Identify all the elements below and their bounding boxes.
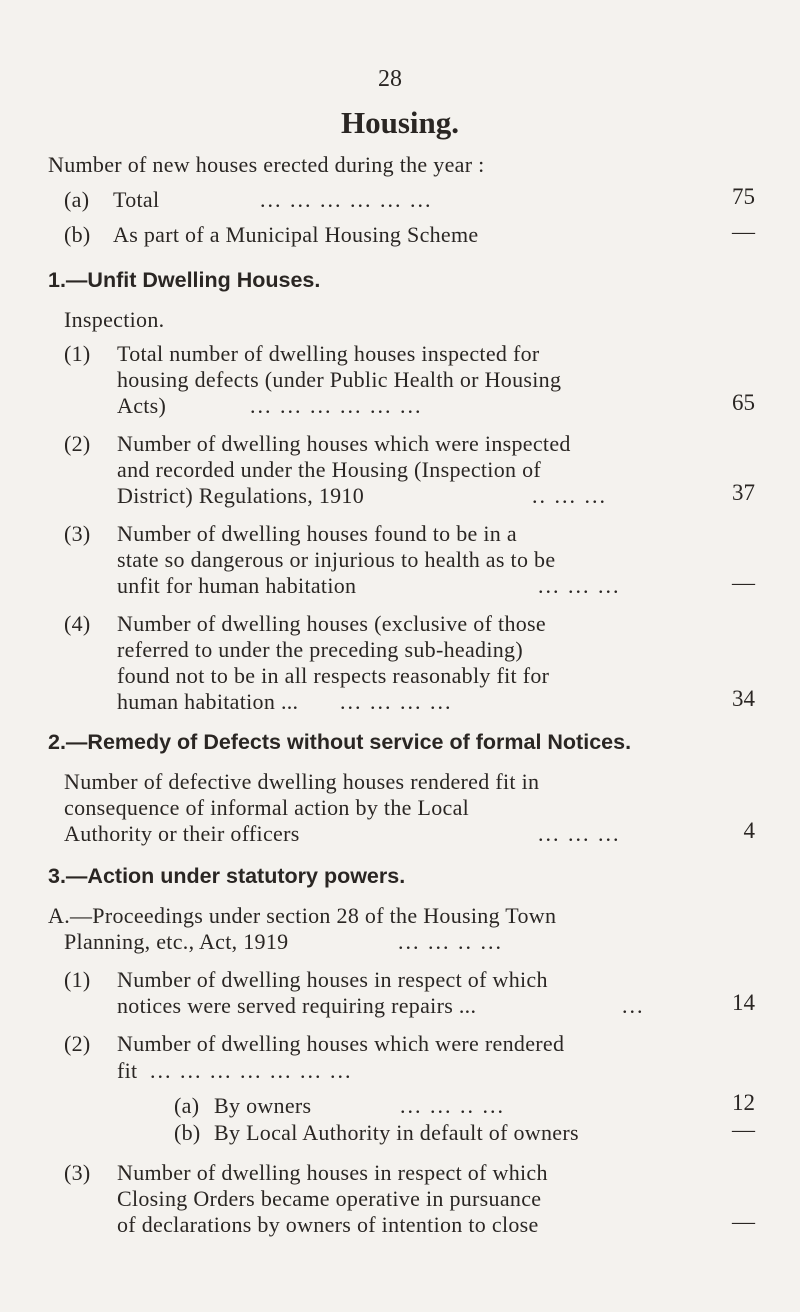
section3-item3-label: (3) <box>64 1160 91 1185</box>
section1-item3-value: — <box>732 570 755 595</box>
section3-item2-line1: Number of dwelling houses which were rendered <box>117 1031 565 1056</box>
section3-item1-line1: Number of dwelling houses in respect of which <box>117 967 548 992</box>
section3-item3-value: — <box>732 1209 755 1234</box>
intro-item-a-leader: ... ... ... ... ... ... <box>260 187 433 212</box>
section3-item2-sub-a-leader: ... ... .. ... <box>400 1093 505 1118</box>
section1-item4-leader: ... ... ... ... <box>340 689 453 714</box>
section3-item1-line2: notices were served requiring repairs ... <box>117 993 477 1018</box>
section1-item1-leader: ... ... ... ... ... ... <box>250 393 423 418</box>
section1-item3-leader: ... ... ... <box>538 573 621 598</box>
section2-line1: Number of defective dwelling houses rendered fit in <box>64 769 540 794</box>
section3-item2-sub-a-value: 12 <box>732 1090 755 1115</box>
section1-item1-line2: housing defects (under Public Health or Housing <box>117 367 562 392</box>
section3-item1-value: 14 <box>732 990 755 1015</box>
section1-item3-label: (3) <box>64 521 91 546</box>
section1-item2-line3: District) Regulations, 1910 <box>117 483 365 508</box>
section3-a-leader: ... ... .. ... <box>398 929 503 954</box>
section1-item2-line1: Number of dwelling houses which were inspected <box>117 431 571 456</box>
section2-leader: ... ... ... <box>538 821 621 846</box>
section3-item2-sub-b-text: By Local Authority in default of owners <box>214 1120 579 1145</box>
section3-a-line1: A.—Proceedings under section 28 of the Housing Town <box>48 903 557 928</box>
section3-item1-label: (1) <box>64 967 91 992</box>
section3-item3-line1: Number of dwelling houses in respect of which <box>117 1160 548 1185</box>
intro-item-a-label: (a) <box>64 187 90 212</box>
section1-item3-line3: unfit for human habitation <box>117 573 357 598</box>
section2-heading: 2.—Remedy of Defects without service of formal Notices. <box>48 730 632 754</box>
section1-item1-value: 65 <box>732 390 755 415</box>
page-title: Housing. <box>340 105 460 140</box>
section1-heading: 1.—Unfit Dwelling Houses. <box>48 268 321 292</box>
section3-item3-line3: of declarations by owners of intention to close <box>117 1212 539 1237</box>
section3-heading: 3.—Action under statutory powers. <box>48 864 406 888</box>
section3-item2-sub-a-label: (a) <box>174 1093 200 1118</box>
section3-item3-line2: Closing Orders became operative in pursuance <box>117 1186 542 1211</box>
page-number: 28 <box>378 66 402 92</box>
section2-line2: consequence of informal action by the Local <box>64 795 470 820</box>
intro-text: Number of new houses erected during the year : <box>48 152 485 177</box>
section1-item3-line2: state so dangerous or injurious to health as to be <box>117 547 556 572</box>
section1-item4-line2: referred to under the preceding sub-heading) <box>117 637 523 662</box>
section1-item1-line1: Total number of dwelling houses inspected for <box>117 341 540 366</box>
section1-item4-label: (4) <box>64 611 91 636</box>
section2-value: 4 <box>743 818 755 843</box>
section1-item2-label: (2) <box>64 431 91 456</box>
section1-item4-value: 34 <box>732 686 755 711</box>
section1-item2-value: 37 <box>732 480 755 505</box>
section3-item2-label: (2) <box>64 1031 91 1056</box>
section1-item1-label: (1) <box>64 341 91 366</box>
section1-item1-line3: Acts) <box>117 393 167 418</box>
section1-item3-line1: Number of dwelling houses found to be in a <box>117 521 517 546</box>
section3-item1-leader: ... <box>622 993 645 1018</box>
section3-item2-leader: ... ... ... ... ... ... ... <box>150 1058 353 1083</box>
section1-item2-line2: and recorded under the Housing (Inspection of <box>117 457 542 482</box>
intro-item-b-value: — <box>732 219 755 244</box>
section1-item4-line4: human habitation ... <box>117 689 299 714</box>
intro-item-b-label: (b) <box>64 222 91 247</box>
section1-item4-line3: found not to be in all respects reasonably fit for <box>117 663 550 688</box>
section1-item2-leader: .. ... ... <box>532 483 607 508</box>
section3-item2-sub-b-label: (b) <box>174 1120 201 1145</box>
section1-item4-line1: Number of dwelling houses (exclusive of those <box>117 611 546 636</box>
section3-a-line2: Planning, etc., Act, 1919 <box>64 929 289 954</box>
intro-item-a-value: 75 <box>732 184 755 209</box>
section2-line3: Authority or their officers <box>64 821 300 846</box>
section3-item2-sub-b-value: — <box>732 1117 755 1142</box>
section3-item2-sub-a-text: By owners <box>214 1093 312 1118</box>
intro-item-b-text: As part of a Municipal Housing Scheme <box>113 222 479 247</box>
section3-item2-line2: fit <box>117 1058 138 1083</box>
section1-subheading: Inspection. <box>64 307 165 332</box>
intro-item-a-text: Total <box>113 187 160 212</box>
